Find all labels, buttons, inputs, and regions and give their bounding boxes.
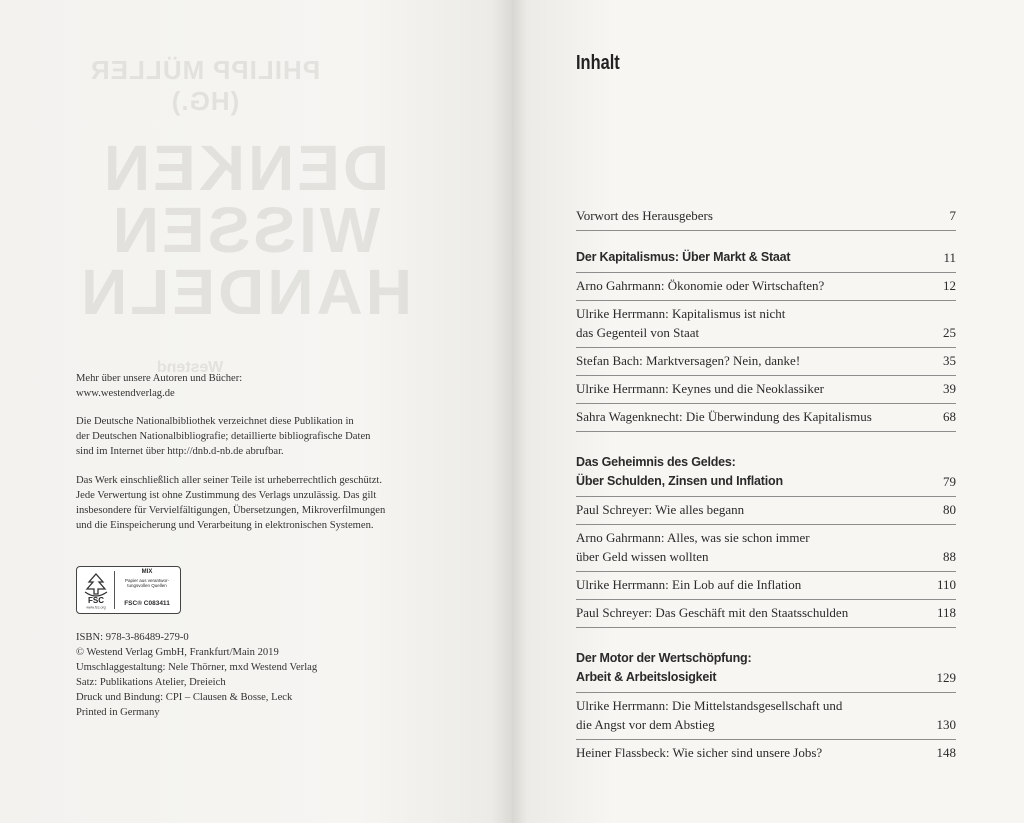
- ghost-title: [75, 132, 415, 328]
- show-through-title: [75, 55, 415, 377]
- ghost-title-line: HANDELN: [78, 256, 412, 328]
- toc-entry-title: Ulrike Herrmann: Die Mittelstandsgesellschaft und die Angst vor dem Abstieg: [576, 698, 843, 732]
- toc-page-number: 148: [936, 745, 956, 760]
- toc-page-number: 130: [936, 717, 956, 732]
- imprint-publication-details: [76, 630, 416, 720]
- toc-entry-title: Ulrike Herrmann: Kapitalismus ist nicht das Gegenteil von Staat: [576, 306, 786, 340]
- fsc-mix: MIX: [141, 569, 153, 575]
- toc-page-number: 79: [943, 474, 956, 489]
- toc-entry: [576, 603, 956, 628]
- toc-section-heading: [576, 649, 956, 693]
- toc-page-number: 25: [943, 325, 956, 340]
- ghost-title-line: WISSEN: [109, 194, 381, 266]
- toc-page-number: 68: [943, 409, 956, 424]
- toc-entry-title: Arno Gahrmann: Ökonomie oder Wirtschaften?: [576, 278, 825, 293]
- contents-heading: Inhalt: [576, 52, 620, 74]
- toc-entry: [576, 743, 956, 767]
- table-of-contents: [576, 206, 956, 767]
- toc-entry-title: Sahra Wagenknecht: Die Überwindung des Kapitalismus: [576, 409, 872, 424]
- toc-page-number: 35: [943, 353, 956, 368]
- imprint-text: ISBN: 978-3-86489-279-0 © Westend Verlag GmbH, Frankfurt/Main 2019 Umschlaggestaltung: Nele Thörner, mxd Westend Verlag Satz: Publikations Atelier, Dreieich Druck und Bindung: CPI – Clausen & Bosse, Leck Printed in Germany: [76, 632, 318, 718]
- toc-entry-title: Paul Schreyer: Das Geschäft mit den Staatsschulden: [576, 605, 849, 620]
- fsc-code: FSC® C083411: [124, 600, 170, 607]
- toc-page-number: 7: [949, 208, 956, 223]
- toc-entry-title: Das Geheimnis des Geldes: Über Schulden, Zinsen und Inflation: [576, 455, 783, 488]
- toc-section-heading: [576, 248, 956, 273]
- ghost-author: PHILIPP MÜLLER (HG.): [89, 55, 321, 116]
- toc-entry-title: Ulrike Herrmann: Keynes und die Neoklassiker: [576, 381, 825, 396]
- toc-entry-title: Ulrike Herrmann: Ein Lob auf die Inflation: [576, 577, 802, 592]
- imprint-author-info: [76, 371, 416, 401]
- fsc-logo-sub: www.fsc.org: [86, 605, 106, 610]
- imprint-text: Die Deutsche Nationalbibliothek verzeichnet diese Publikation in der Deutschen Nationalbibliografie; detaillierte bibliografische Daten sind im Internet über http://dnb.d-nb.de abrufbar.: [76, 416, 371, 457]
- toc-entry: [576, 407, 956, 432]
- toc-entry: [576, 379, 956, 404]
- toc-entry-title: Der Motor der Wertschöpfung: Arbeit & Arbeitslosigkeit: [576, 651, 752, 684]
- fsc-mix-label: [76, 566, 181, 614]
- toc-entry-title: Heiner Flassbeck: Wie sicher sind unsere Jobs?: [576, 745, 823, 760]
- toc-entry-title: Arno Gahrmann: Alles, was sie schon immer über Geld wissen wollten: [576, 530, 810, 564]
- imprint-text: Mehr über unsere Autoren und Bücher: www.westendverlag.de: [76, 373, 243, 399]
- toc-entry: [576, 351, 956, 376]
- ghost-publisher: Westend: [156, 359, 224, 376]
- fsc-logo-text: FSC: [88, 596, 104, 605]
- toc-entry: [576, 500, 956, 525]
- imprint-library-notice: [76, 414, 416, 459]
- toc-page-number: 80: [943, 502, 956, 517]
- toc-entry: [576, 206, 956, 231]
- toc-entry-title: Vorwort des Herausgebers: [576, 208, 713, 223]
- toc-page-number: 118: [936, 605, 956, 620]
- ghost-title-line: DENKEN: [100, 132, 390, 204]
- toc-page-number: 11: [943, 250, 956, 265]
- toc-page-number: 88: [943, 549, 956, 564]
- toc-section-heading: [576, 453, 956, 497]
- toc-page-number: 39: [943, 381, 956, 396]
- toc-entry: [576, 528, 956, 572]
- toc-page-number: 129: [936, 670, 956, 685]
- toc-page-number: 12: [943, 278, 956, 293]
- toc-entry: [576, 696, 956, 740]
- imprint-copyright-notice: [76, 473, 426, 533]
- toc-entry: [576, 304, 956, 348]
- toc-entry: [576, 575, 956, 600]
- toc-page-number: 110: [936, 577, 956, 592]
- imprint-text: Das Werk einschließlich aller seiner Teile ist urheberrechtlich geschützt. Jede Verwertung ist ohne Zustimmung des Verlags unzulässig. Das gilt insbesondere für Vervielfältigungen, Übersetzungen, Mikroverfilmungen und die Einspeicherung und Verarbeitung in elektronischen Systemen.: [76, 475, 386, 531]
- fsc-tree-logo-icon: [81, 570, 111, 610]
- fsc-divider: [114, 571, 115, 609]
- fsc-description: Papier aus verantwor- tungsvollen Quellen: [124, 578, 170, 588]
- toc-entry-title: Paul Schreyer: Wie alles begann: [576, 502, 745, 517]
- toc-entry-title: Stefan Bach: Marktversagen? Nein, danke!: [576, 353, 801, 368]
- toc-entry-title: Der Kapitalismus: Über Markt & Staat: [576, 250, 791, 264]
- toc-entry: [576, 276, 956, 301]
